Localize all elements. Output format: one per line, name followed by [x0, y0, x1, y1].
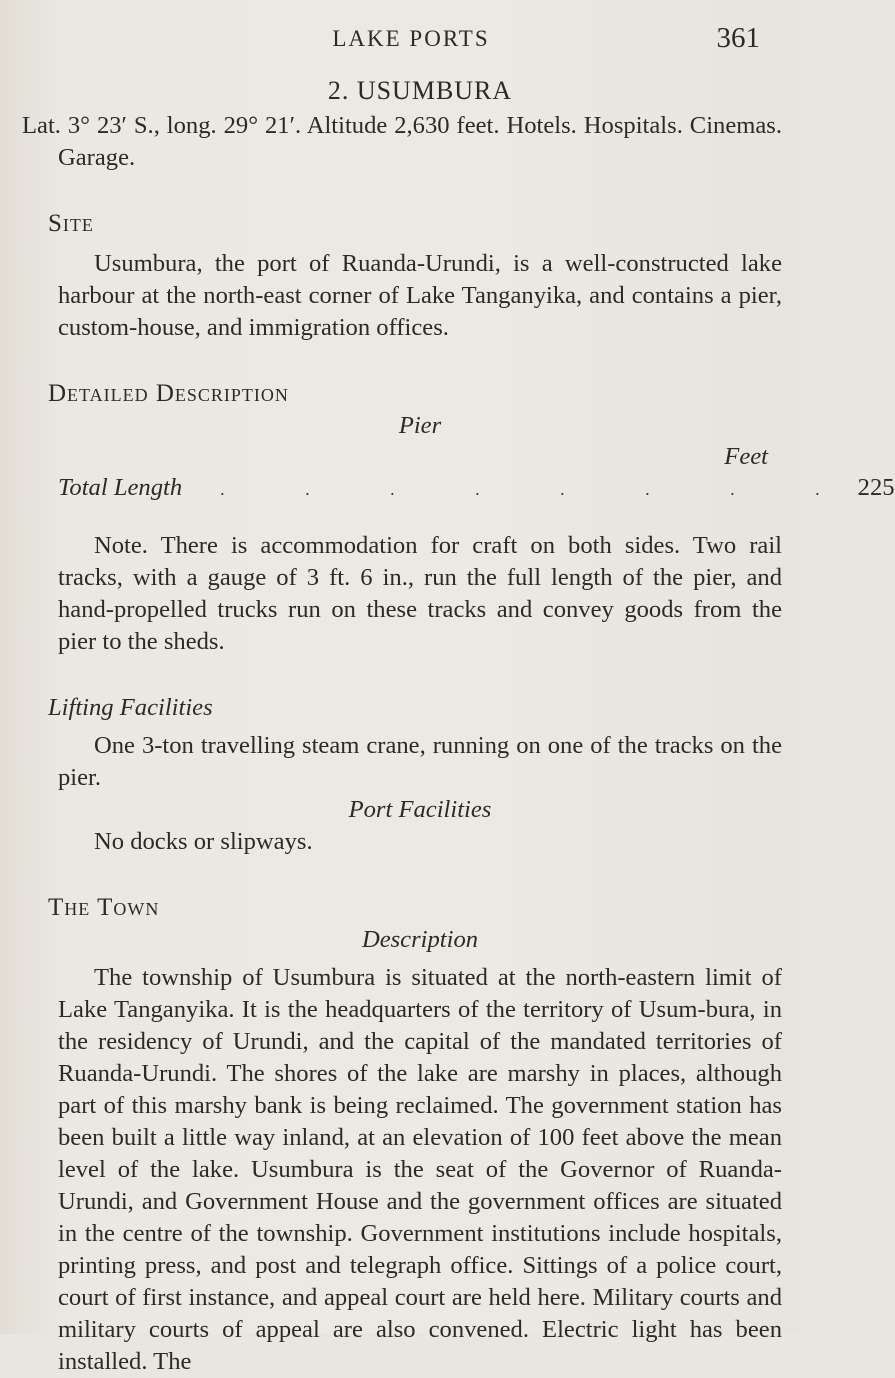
pier-heading: Pier: [398, 412, 442, 439]
running-head: LAKE PORTS: [332, 26, 490, 51]
total-length-value: 225: [857, 474, 895, 501]
town-description-body: The township of Usumbura is situated at the north-eastern limit of Lake Tanganyika. It is the headquarters of the territory of Usum-bura, in the residency of Urundi, and the capital of the mandated territories of Ruanda-Urundi. The shores of the lake are marshy in places, although part of this marshy bank is being reclaimed. The government station has been built a little way inland, at an elevation of 100 feet above the mean level of the lake. Usumbura is the seat of the Governor of Ruanda-Urundi, and Government House and the government offices are situated in the centre of the township. Government institutions include hospitals, printing press, and post and telegraph office. Sittings of a police court, court of first instance, and appeal court are held here. Military courts and military courts of appeal are also convened. Electric light has been installed. The: [58, 964, 782, 1375]
site-body: Usumbura, the port of Ruanda-Urundi, is a well-constructed lake harbour at the north-east corner of Lake Tanganyika, and contains a pier, custom-house, and immigration offices.: [58, 250, 782, 341]
lifting-facilities-heading: Lifting Facilities: [48, 694, 213, 721]
page-number: 361: [716, 22, 760, 54]
page-header: [0, 22, 800, 62]
lifting-facilities-body: One 3-ton travelling steam crane, running on one of the tracks on the pier.: [58, 732, 782, 791]
unit-label-feet: Feet: [724, 443, 768, 470]
page-content: [22, 76, 895, 1378]
town-description-heading: Description: [361, 926, 479, 953]
section-title: 2. USUMBURA: [327, 76, 513, 105]
total-length-label: Total Length: [58, 474, 183, 501]
port-facilities-heading: Port Facilities: [348, 796, 492, 823]
pier-note: Note. There is accommodation for craft on both sides. Two rail tracks, with a gauge of 3 ft. 6 in., run the full length of the pier, and hand-propelled trucks run on these tracks and convey goods from the pier to the sheds.: [58, 532, 782, 655]
detailed-description-heading: Detailed Description: [48, 380, 289, 407]
leader-dots: . . . . . . . .: [220, 479, 858, 499]
site-heading: Site: [48, 210, 94, 237]
port-facilities-body: No docks or slipways.: [94, 828, 313, 855]
section-summary: Lat. 3° 23′ S., long. 29° 21′. Altitude 2,630 feet. Hotels. Hospitals. Cinemas. Garage.: [22, 112, 782, 171]
town-heading: The Town: [48, 894, 160, 921]
total-length-row: [58, 472, 895, 504]
